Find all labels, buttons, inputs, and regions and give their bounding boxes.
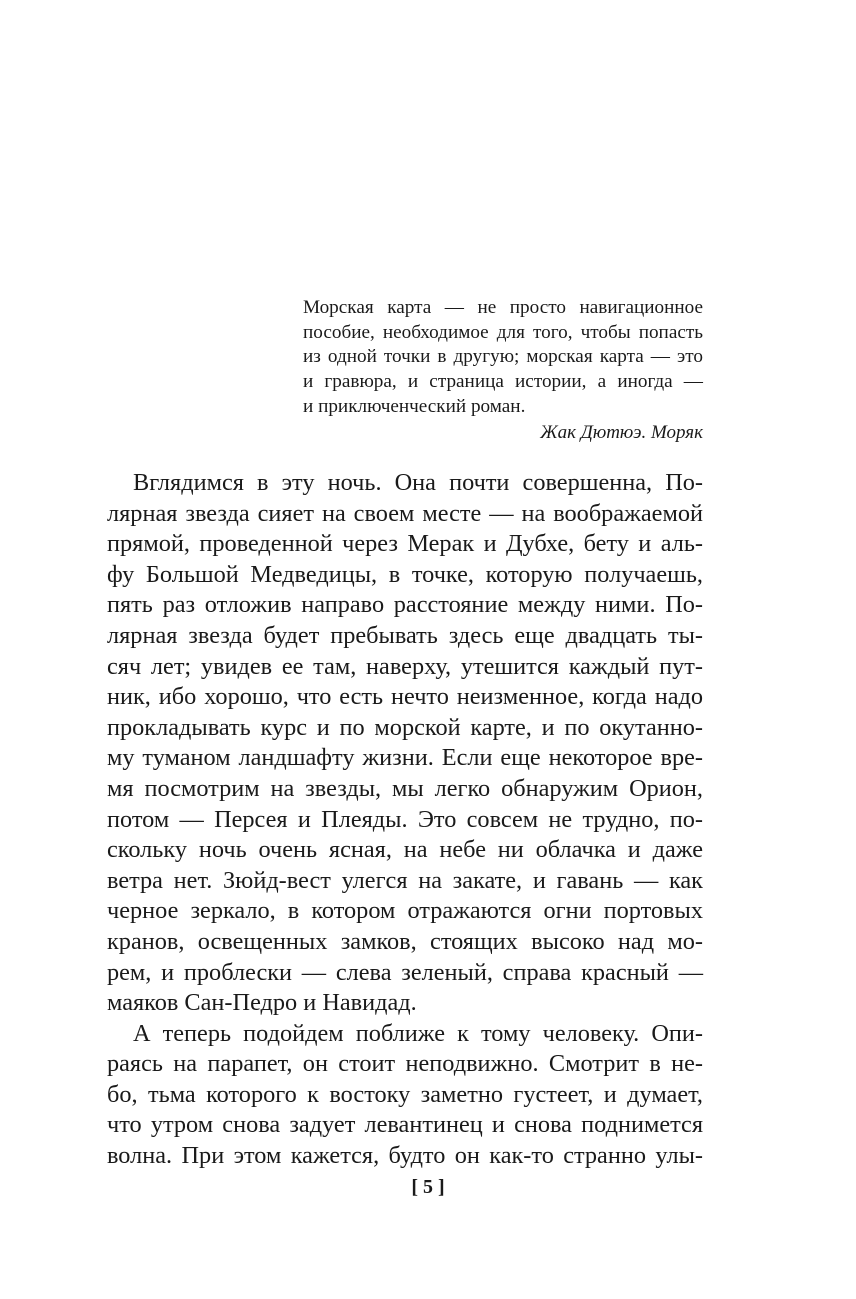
epigraph-line: из одной точки в другую; морская карта — это bbox=[303, 346, 703, 368]
body-line: рем, и проблески — слева зеленый, справа красный — bbox=[107, 958, 703, 986]
body-text bbox=[107, 468, 703, 1172]
body-line: пять раз отложив направо расстояние между ними. По- bbox=[107, 591, 703, 619]
body-line: лярная звезда будет пребывать здесь еще двадцать ты- bbox=[107, 621, 703, 649]
body-line: ветра нет. Зюйд-вест улегся на закате, и гавань — как bbox=[107, 866, 703, 894]
body-line: черное зеркало, в котором отражаются огни портовых bbox=[107, 897, 703, 925]
body-line: мя посмотрим на звезды, мы легко обнаружим Орион, bbox=[107, 774, 703, 802]
epigraph-line: пособие, необходимое для того, чтобы попасть bbox=[303, 321, 703, 343]
body-line: потом — Персея и Плеяды. Это совсем не трудно, по- bbox=[107, 805, 703, 833]
body-line: лярная звезда сияет на своем месте — на воображаемой bbox=[107, 499, 703, 527]
page-number: [ 5 ] bbox=[411, 1176, 445, 1198]
body-line: волна. При этом кажется, будто он как-то странно улы- bbox=[107, 1142, 703, 1170]
body-line: прокладывать курс и по морской карте, и по окутанно- bbox=[107, 713, 703, 741]
epigraph-line: Морская карта — не просто навигационное bbox=[303, 297, 703, 318]
body-line: раясь на парапет, он стоит неподвижно. Смотрит в не- bbox=[107, 1050, 703, 1078]
body-line: кранов, освещенных замков, стоящих высоко над мо- bbox=[107, 927, 703, 955]
body-line: сяч лет; увидев ее там, наверху, утешится каждый пут- bbox=[107, 652, 703, 680]
body-line: маяков Сан-Педро и Навидад. bbox=[107, 989, 417, 1017]
body-line: скольку ночь очень ясная, на небе ни облачка и даже bbox=[107, 836, 703, 864]
body-line: что утром снова задует левантинец и снова поднимется bbox=[107, 1111, 703, 1139]
epigraph-attribution: Жак Дютюэ. Моряк bbox=[540, 422, 703, 443]
epigraph-line: и гравюра, и страница истории, а иногда — bbox=[303, 371, 703, 393]
body-line: Вглядимся в эту ночь. Она почти совершенна, По- bbox=[133, 469, 703, 496]
epigraph-line: и приключенческий роман. bbox=[303, 395, 526, 417]
body-line: ник, ибо хорошо, что есть нечто неизменное, когда надо bbox=[107, 683, 703, 711]
body-line: фу Большой Медведицы, в точке, которую получаешь, bbox=[107, 560, 703, 588]
body-line: бо, тьма которого к востоку заметно густеет, и думает, bbox=[107, 1080, 703, 1108]
body-line: прямой, проведенной через Мерак и Дубхе, бету и аль- bbox=[107, 530, 703, 558]
epigraph bbox=[303, 296, 703, 420]
body-line: А теперь подойдем поближе к тому человеку. Опи- bbox=[133, 1019, 703, 1047]
body-line: му туманом ландшафту жизни. Если еще некоторое вре- bbox=[107, 744, 703, 772]
